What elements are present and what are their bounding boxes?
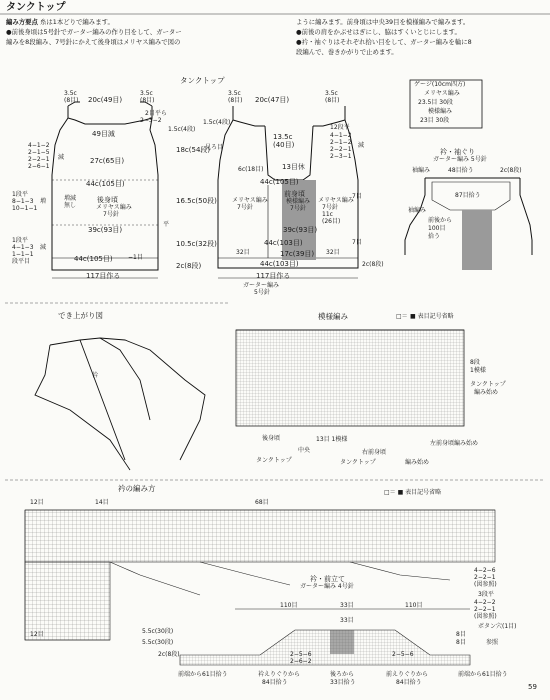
pattern-chart-right-3: タンクトップ [470,381,506,388]
collar-chart-bottom-6: 前えりぐりから [386,671,429,678]
pattern-chart-right-2: 1模様 [470,367,486,374]
collar-chart-bottom-4: 後ろから [330,671,355,678]
front-hem-rows: 2c(8段) [362,261,384,268]
collar-detail-center: 87目拾う [455,192,481,199]
back-bust-note2: 無し [64,202,77,209]
back-side-label: 平 [163,221,170,228]
collar-chart-bottom-3: 84目拾う [262,679,288,686]
pattern-chart-legend-box: □＝ [396,313,408,320]
collar-detail-pickup-1: 前後から [428,217,453,224]
instructions-line6: ●衿・袖ぐりはそれぞれ拾い目をして、ガーター編みを輪に8 [296,37,472,46]
back-hem-dec: −1目 [128,254,143,261]
pattern-chart-right-1: 8段 [470,359,480,366]
collar-detail-top: 48目拾う [448,167,474,174]
pattern-chart-b6: 編み始め [405,459,430,466]
collar-chart-right-9: ボタン穴(1目) [478,623,517,630]
front-shoulder-width: 3.5c [228,90,241,97]
front-shoulder-st-r: (8目) [325,97,340,104]
instructions-line1: 糸は1本どりで編みます。 [40,18,114,26]
back-arm-dec-label: 減 [58,154,65,161]
collar-chart-left-inc: 2−5−6 [290,651,312,658]
pattern-chart-b2: 中央 [298,447,311,454]
gauge-row1-value: 23.5目 30段 [418,99,453,106]
tank-figure-title: タンクトップ [180,76,225,85]
back-inc-left-1: 1段平 [12,191,28,198]
collar-chart-left-1: 12目 [30,631,44,638]
back-dec-label: 減 [40,244,47,251]
back-dec-left-4: 段平目 [12,258,31,265]
back-shoulder-width-r: 3.5c [140,90,153,97]
back-inc-label: 増 [40,198,47,205]
back-hem: 44c(105目) [74,255,113,263]
gauge-title: ゲージ(10cm四方) [414,81,466,88]
front-center-rows: 12段平 [330,124,350,131]
front-center-width: 13.5c [273,133,293,141]
front-right-needle: 7号針 [322,204,338,211]
back-neck-dec: 2−3−2 [140,117,162,124]
back-neck-cast: 2目平ら [145,110,167,117]
collar-detail-pickup-3: 拾う [428,233,441,240]
front-center-bot: 39c(93目) [283,226,318,234]
front-neck-rows: 1.5c(4段) [203,119,231,126]
collar-detail-arm-label: 袖編み [408,207,427,214]
front-shoulder-width-r: 3.5c [325,90,338,97]
front-waist: 17c(39目) [280,250,315,258]
back-yoke-rows: 18c(54段) [176,146,211,154]
collar-chart-sub-note: ガーター編み 4号針 [300,583,354,590]
gauge-row1-label: メリヤス編み [424,90,460,97]
collar-chart-right-note: (図参照) [474,581,497,588]
front-neck-dec-4: 2−3−1 [330,153,352,160]
back-bust: 44c(105目) [86,180,125,188]
front-cast-on: 117目作る [256,272,291,280]
back-name: 後身頃 [97,196,118,204]
collar-chart-left-dec: 2−5−6 [392,651,414,658]
front-center-st: (40目) [273,141,295,149]
page-title: タンクトップ [6,2,66,13]
back-side-rows: 16.5c(50段) [176,197,217,205]
collar-chart-dim-2: 33目 [340,602,354,609]
front-shoulder-st: (8目) [228,97,243,104]
back-shoulder-width: 3.5c [64,90,77,97]
collar-chart-title: 衿の編み方 [118,484,156,493]
collar-chart-right-4: 4−2−2 [474,599,496,606]
collar-chart-sub-title: 衿・前立て [310,575,345,583]
front-left-stitch: メリヤス編み [232,197,268,204]
collar-chart-dim-3: 110目 [405,602,423,609]
front-neck-st: 13目休 [282,163,305,171]
front-ribs: 32目 [236,249,250,256]
pattern-chart-b4: 13目 1模様 [316,436,348,443]
collar-chart-right-6: (図参照) [474,613,497,620]
front-label-shoulder: 見ろ目 [205,144,224,151]
finished-drawing [35,338,205,470]
front-hem: 44c(103目) [260,260,299,268]
front-ribs-2: 32目 [326,249,340,256]
collar-chart-right-7: 8目 [456,631,466,638]
front-neck-width: 20c(47目) [255,96,290,104]
collar-chart-top-1: 12目 [30,499,44,506]
back-shoulder-st-r: (8目) [140,97,155,104]
front-name: 前身頃 [284,190,305,198]
instructions-line7: 段編んで、巻きかがりで止めます。 [296,47,398,56]
collar-detail-title: 衿・袖ぐり [440,148,475,156]
collar-chart-right-inc-2: 2−2−1 [474,574,496,581]
front-side-st1: 11c [322,211,333,218]
back-neck-rows: 1.5c(4段) [168,126,196,133]
front-center-top: 44c(105目) [260,178,299,186]
instructions-line3: 編みを8段編み、7号針にかえて後身頃はメリヤス編みで図の [6,37,181,46]
front-side-st2: (26目) [322,218,341,225]
back-dec-left-2: 4−1−3 [12,244,34,251]
collar-chart-top-2: 14目 [95,499,109,506]
front-neck-dec-1: 4−1−2 [330,132,352,139]
pattern-chart-b5: 右前身頃 [362,449,387,456]
front-pattern: 模様編み [286,198,311,205]
back-stitch: メリヤス編み [96,204,132,211]
back-arm-dec-1: 4−1−2 [28,142,50,149]
instructions-heading: 編み方要点 [6,18,38,26]
collar-detail-side-top: 2c(8段) [500,167,522,174]
collar-chart-bottom-7: 84目拾う [396,679,422,686]
back-arm-dec-3: 2−2−1 [28,156,50,163]
collar-detail-left-label: 袖編み [412,167,431,174]
pattern-chart-legend: ■ 表目記号省略 [410,313,454,320]
instructions-line5: ●前後の肩をかぶせはぎにし、脇はすくいとじにします。 [296,27,461,36]
instructions-left [6,18,182,48]
collar-chart-right-10: 参照 [486,639,499,646]
collar-chart-bottom-8: 前端から61目拾う [458,671,508,678]
pattern-chart-b3: タンクトップ [256,457,292,464]
front-neck-dec-3: 2−2−1 [330,146,352,153]
finish-title: でき上がり図 [58,311,103,320]
back-body-rows: 10.5c(32段) [176,240,217,248]
back-bust-note1: 増減 [64,195,77,202]
collar-chart-dim-1: 110目 [280,602,298,609]
back-neck-width: 20c(49目) [88,96,123,104]
collar-chart-right-3: 3段平 [478,591,494,598]
collar-chart-rows-c: 2c(8段) [158,651,180,658]
back-shoulder-st: (8目) [64,97,79,104]
front-garter-note: ガーター編み [243,282,280,289]
front-side-right-2: 7目 [352,239,362,246]
back-needle: 7号針 [103,211,119,218]
back-dec-left-3: 1−1−1 [12,251,34,258]
collar-chart-left-inc-2: 2−6−2 [290,658,312,665]
instructions-line4: ように編みます。前身頃は中央39目を模様編みで編みます。 [296,18,470,26]
gauge-row2-label: 模様編み [428,108,453,115]
back-arm-dec-4: 2−6−1 [28,163,50,170]
back-dec-left-1: 1段平 [12,237,28,244]
pattern-chart-right-4: 編み始め [474,389,499,396]
collar-chart-rows-a: 5.5c(30段) [142,628,174,635]
front-needle: 7号針 [290,205,306,212]
collar-chart-rows-b: 5.5c(30段) [142,639,174,646]
back-inc-left-2: 8−1−3 [12,198,34,205]
front-side-right: 7目 [352,193,362,200]
back-arm-dec-2: 2−1−5 [28,149,50,156]
pattern-chart-grid [236,330,464,426]
instructions-line2: ●前後身頃は5号針でガーター編みの作り目をして、ガーター [6,27,182,36]
back-hem-rows: 2c(8段) [176,262,202,270]
collar-chart-top-3: 68目 [255,499,269,506]
collar-chart-bottom-1: 前端から61目拾う [178,671,228,678]
front-left-needle: 7号針 [237,204,253,211]
back-armhole-label: 49目減 [92,130,115,138]
collar-chart-dim-mid: 33目 [340,617,354,624]
collar-chart-bottom-2: 衿えりぐりから [258,671,301,678]
pattern-chart-b7: タンクトップ [340,459,376,466]
front-garter-needle: 5号針 [254,289,270,296]
gauge-row2-value: 23目 30段 [420,117,450,124]
back-waist: 39c(93目) [88,226,123,234]
front-neck-dec-label: 減 [358,142,365,149]
page-number: 59 [528,683,537,691]
collar-detail-sub: ガーター編み 5号針 [433,156,487,163]
collar-chart-legend: □＝ ■ 表目記号省略 [384,489,442,496]
collar-detail-pickup-2: 100目 [428,225,446,232]
back-arm-st: 27c(65目) [90,157,125,165]
front-bust: 44c(103目) [264,239,303,247]
back-inc-left-3: 10−1−1 [12,205,38,212]
collar-chart-right-8: 8目 [456,639,466,646]
instructions-right [296,18,472,58]
front-right-stitch: メリヤス編み [318,197,354,204]
pattern-chart-b8: 左前身頃編み始め [430,440,479,447]
front-neck-rows2: 6c(18目) [238,166,264,173]
collar-chart-grid [25,510,495,562]
collar-chart-right-5: 2−2−1 [474,606,496,613]
collar-chart-right-inc: 4−2−6 [474,567,496,574]
pattern-chart-title: 模様編み [318,312,348,321]
back-cast-on: 117目作る [86,272,121,280]
front-neck-dec-2: 2−1−2 [330,139,352,146]
collar-chart-bottom-5: 33目拾う [330,679,356,686]
pattern-chart-b1: 後身頃 [262,435,281,442]
finish-collar-label: 衿 [92,372,99,379]
